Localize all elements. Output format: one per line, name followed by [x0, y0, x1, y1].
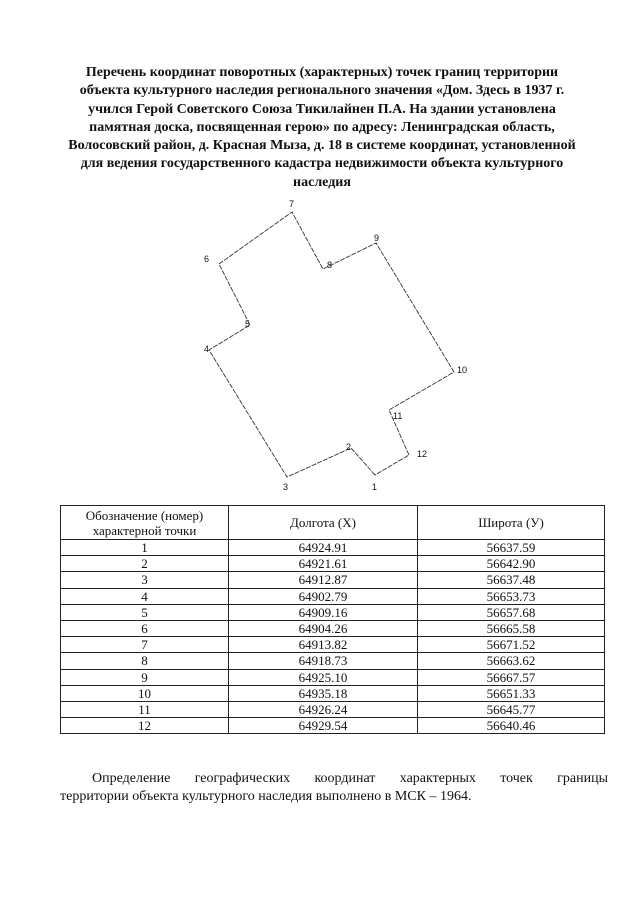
cell-x: 64904.26 [229, 620, 418, 636]
cell-point: 5 [61, 604, 229, 620]
point-label-5: 5 [245, 319, 251, 329]
table-row [61, 685, 605, 701]
cell-point: 3 [61, 572, 229, 588]
cell-x: 64902.79 [229, 588, 418, 604]
table-row [61, 572, 605, 588]
cell-y: 56667.57 [418, 669, 605, 685]
cell-y: 56642.90 [418, 556, 605, 572]
title-line: учился Герой Советского Союза Тикилайнен П.А. На здании установлена [88, 101, 556, 117]
cell-y: 56665.58 [418, 620, 605, 636]
cell-y: 56637.59 [418, 540, 605, 556]
table-header-row [61, 506, 605, 540]
cell-x: 64929.54 [229, 718, 418, 734]
cell-y: 56640.46 [418, 718, 605, 734]
cell-x: 64918.73 [229, 653, 418, 669]
point-label-2: 2 [346, 442, 352, 452]
table-row [61, 556, 605, 572]
cell-point: 8 [61, 653, 229, 669]
boundary-polygon [209, 212, 454, 477]
cell-point: 6 [61, 620, 229, 636]
boundary-plan [0, 190, 640, 495]
point-label-7: 7 [289, 199, 295, 209]
cell-x: 64912.87 [229, 572, 418, 588]
cell-point: 12 [61, 718, 229, 734]
table-row [61, 540, 605, 556]
point-label-3: 3 [283, 482, 289, 492]
cell-y: 56657.68 [418, 604, 605, 620]
cell-point: 11 [61, 701, 229, 717]
title-line: памятная доска, посвященная герою» по адресу: Ленинградская область, [89, 119, 555, 135]
cell-point: 2 [61, 556, 229, 572]
header-x: Долгота (X) [229, 506, 418, 540]
point-label-11: 11 [393, 411, 403, 421]
table-row [61, 669, 605, 685]
cell-x: 64909.16 [229, 604, 418, 620]
point-label-4: 4 [204, 344, 210, 354]
cell-y: 56671.52 [418, 637, 605, 653]
coordinate-system-note [60, 770, 608, 806]
cell-y: 56651.33 [418, 685, 605, 701]
cell-y: 56645.77 [418, 701, 605, 717]
table-row [61, 604, 605, 620]
document-title [62, 64, 582, 192]
point-label-12: 12 [417, 449, 428, 459]
point-label-1: 1 [372, 482, 378, 492]
table-row [61, 718, 605, 734]
table-row [61, 637, 605, 653]
coordinates-table [60, 505, 605, 734]
cell-y: 56637.48 [418, 572, 605, 588]
cell-x: 64913.82 [229, 637, 418, 653]
note-line: территории объекта культурного наследия выполнено в МСК – 1964. [60, 789, 472, 804]
header-y: Широта (У) [418, 506, 605, 540]
cell-x: 64924.91 [229, 540, 418, 556]
cell-point: 7 [61, 637, 229, 653]
cell-point: 1 [61, 540, 229, 556]
table-row [61, 620, 605, 636]
cell-x: 64935.18 [229, 685, 418, 701]
cell-x: 64921.61 [229, 556, 418, 572]
table-row [61, 701, 605, 717]
table-row [61, 653, 605, 669]
title-line: Перечень координат поворотных (характерных) точек границ территории [85, 65, 559, 80]
cell-point: 9 [61, 669, 229, 685]
title-line: наследия [293, 174, 351, 190]
header-point: Обозначение (номер) характерной точки [61, 506, 229, 540]
note-line: Определение географических координат характерных точек границы [92, 771, 608, 786]
cell-point: 4 [61, 588, 229, 604]
cell-x: 64926.24 [229, 701, 418, 717]
point-label-8: 8 [327, 260, 333, 270]
cell-y: 56663.62 [418, 653, 605, 669]
point-label-6: 6 [204, 254, 210, 264]
table-row [61, 588, 605, 604]
cell-point: 10 [61, 685, 229, 701]
cell-x: 64925.10 [229, 669, 418, 685]
title-line: Волосовский район, д. Красная Мыза, д. 18 в системе координат, установленной [68, 138, 576, 154]
title-line: объекта культурного наследия регионального значения «Дом. Здесь в 1937 г. [79, 83, 565, 99]
title-line: для ведения государственного кадастра недвижимости объекта культурного [80, 156, 564, 172]
cell-y: 56653.73 [418, 588, 605, 604]
point-label-9: 9 [374, 233, 380, 243]
point-label-10: 10 [457, 365, 468, 375]
